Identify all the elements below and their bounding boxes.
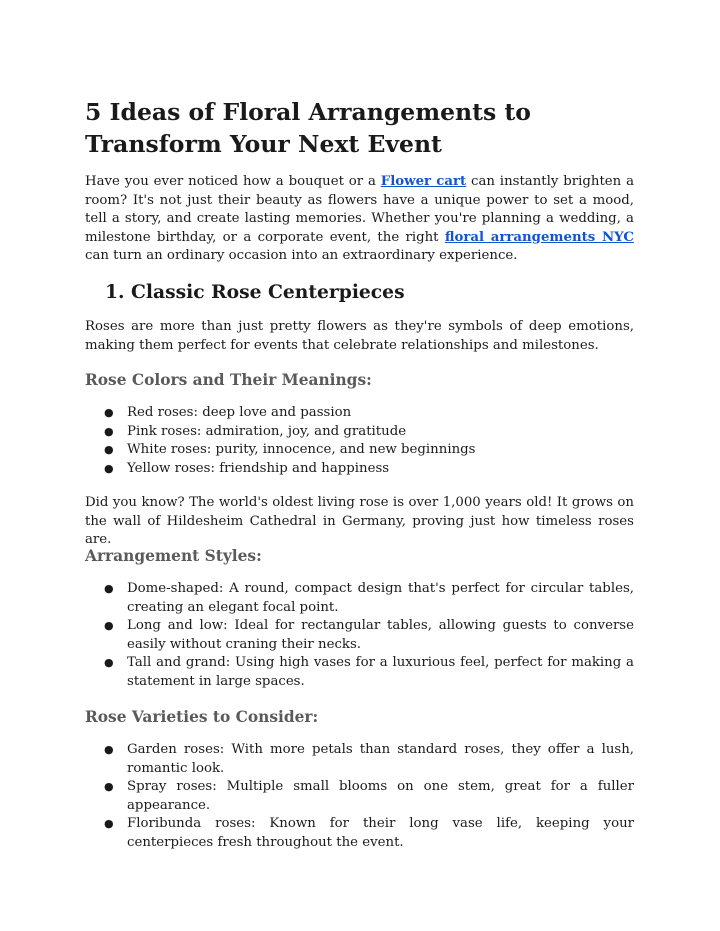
- bullet-icon: ●: [104, 461, 114, 475]
- page-title: 5 Ideas of Floral Arrangements to Transform Your Next Event: [85, 98, 531, 158]
- list-item: [85, 423, 634, 442]
- arrangement-styles-list: [85, 580, 634, 692]
- list-item-text: Garden roses: With more petals than standard roses, they offer a lush, romantic look.: [127, 742, 634, 776]
- list-item: [85, 580, 634, 617]
- intro-paragraph: [85, 173, 634, 266]
- list-item: [85, 441, 634, 460]
- intro-text-3: can turn an ordinary occasion into an extraordinary experience.: [85, 248, 518, 264]
- list-item-text: Pink roses: admiration, joy, and gratitude: [127, 423, 407, 439]
- list-item-text: Yellow roses: friendship and happiness: [127, 460, 390, 476]
- bullet-icon: ●: [104, 817, 114, 831]
- list-item-text: Tall and grand: Using high vases for a luxurious feel, perfect for making a statement in large spaces.: [127, 655, 634, 689]
- section-heading-classic-rose: 1. Classic Rose Centerpieces: [105, 281, 405, 303]
- list-item: [85, 741, 634, 778]
- flower-cart-link[interactable]: Flower cart: [380, 174, 467, 189]
- fact-paragraph: Did you know? The world's oldest living rose is over 1,000 years old! It grows on the wall of Hildesheim Cathedral in Germany, proving just how timeless roses are.: [85, 495, 634, 548]
- bullet-icon: ●: [104, 582, 114, 595]
- bullet-icon: ●: [104, 406, 114, 419]
- section-intro-paragraph: Roses are more than just pretty flowers as they're symbols of deep emotions, making them perfect for events that celebrate relationships and milestones.: [85, 319, 634, 353]
- bullet-icon: ●: [104, 443, 114, 457]
- bullet-icon: ●: [104, 656, 114, 670]
- rose-colors-list: [85, 404, 634, 478]
- bullet-icon: ●: [104, 780, 114, 794]
- subheading-rose-varieties: Rose Varieties to Consider:: [85, 708, 319, 726]
- list-item-text: White roses: purity, innocence, and new beginnings: [127, 442, 476, 458]
- bullet-icon: ●: [104, 743, 114, 756]
- bullet-icon: ●: [104, 619, 114, 633]
- list-item: [85, 460, 634, 479]
- list-item-text: Spray roses: Multiple small blooms on one stem, great for a fuller appearance.: [127, 779, 634, 813]
- list-item: [85, 778, 634, 815]
- list-item-text: Red roses: deep love and passion: [127, 405, 352, 420]
- list-item: [85, 617, 634, 654]
- intro-text-2: can instantly brighten a room? It's not just their beauty as flowers have a unique power to set a mood, tell a story, and create lasting memories. Whether you're planning a wedding, a milestone birthday, or a corporate event, the right: [85, 174, 634, 245]
- list-item: [85, 815, 634, 852]
- subheading-rose-colors: Rose Colors and Their Meanings:: [85, 371, 372, 389]
- rose-varieties-list: [85, 741, 634, 853]
- list-item: [85, 654, 634, 691]
- subheading-arrangement-styles: Arrangement Styles:: [85, 547, 262, 565]
- list-item: [85, 404, 634, 423]
- intro-text-1: Have you ever noticed how a bouquet or a: [85, 174, 381, 189]
- floral-arrangements-nyc-link[interactable]: floral arrangements NYC: [444, 229, 634, 245]
- list-item-text: Floribunda roses: Known for their long vase life, keeping your centerpieces fresh throughout the event.: [127, 816, 634, 850]
- list-item-text: Long and low: Ideal for rectangular tables, allowing guests to converse easily without craning their necks.: [127, 618, 634, 652]
- bullet-icon: ●: [104, 424, 114, 438]
- list-item-text: Dome-shaped: A round, compact design that's perfect for circular tables, creating an elegant focal point.: [127, 581, 634, 615]
